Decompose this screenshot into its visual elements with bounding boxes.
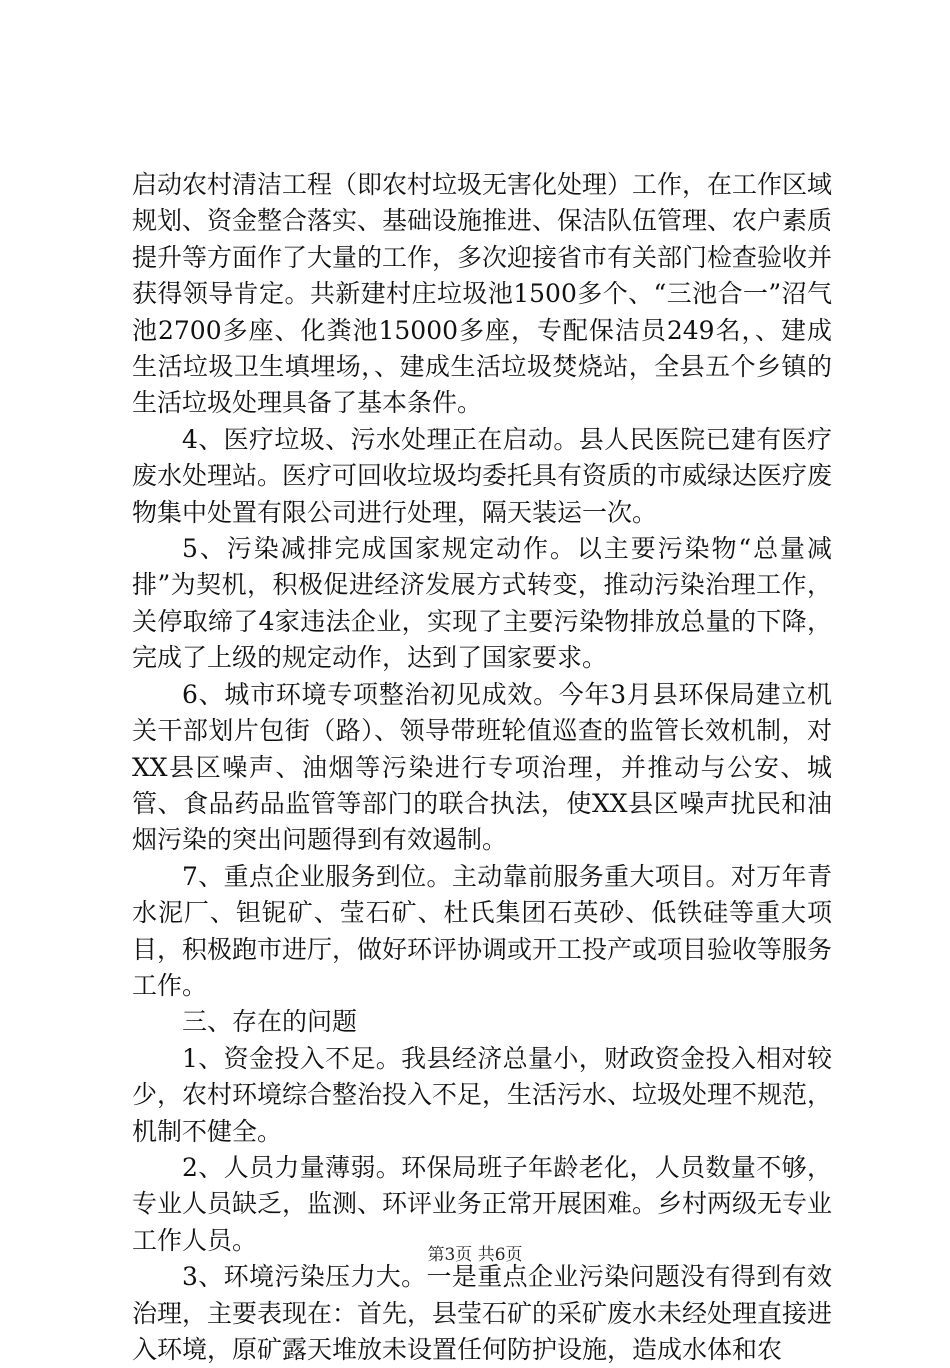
paragraph-problem-3: 3、环境污染压力大。一是重点企业污染问题没有得到有效治理，主要表现在：首先，县莹石矿的采矿废水未经处理直接进入环境，原矿露天堆放未设置任何防护设施，造成水体和农	[132, 1262, 833, 1364]
paragraph-problem-1: 1、资金投入不足。我县经济总量小，财政资金投入相对较少，农村环境综合整治投入不足，生活污水、垃圾处理不规范，机制不健全。	[132, 1043, 833, 1146]
document-body	[132, 167, 832, 1368]
paragraph-item-6: 6、城市环境专项整治初见成效。今年3月县环保局建立机关干部划片包街（路）、领导带班轮值巡查的监管长效机制，对XX县区噪声、油烟等污染进行专项治理，并推动与公安、城管、食品药品监管等部门的联合执法，使XX县区噪声扰民和油烟污染的突出问题得到有效遏制。	[132, 679, 832, 855]
paragraph-item-7: 7、重点企业服务到位。主动靠前服务重大项目。对万年青水泥厂、钽铌矿、莹石矿、杜氏集团石英砂、低铁硅等重大项目，积极跑市进厅，做好环评协调或开工投产或项目验收等服务工作。	[132, 861, 833, 1000]
paragraph-item-5: 5、污染减排完成国家规定动作。以主要污染物“总量减排”为契机，积极促进经济发展方式转变，推动污染治理工作，关停取缔了4家违法企业，实现了主要污染物排放总量的下降，完成了上级的规定动作，达到了国家要求。	[132, 534, 832, 673]
paragraph-problem-2: 2、人员力量薄弱。环保局班子年龄老化，人员数量不够，专业人员缺乏，监测、环评业务正常开展困难。乡村两级无专业工作人员。	[132, 1152, 833, 1255]
paragraph-item-4: 4、医疗垃圾、污水处理正在启动。县人民医院已建有医疗废水处理站。医疗可回收垃圾均委托具有资质的市威绿达医疗废物集中处置有限公司进行处理，隔天装运一次。	[132, 424, 833, 527]
section-heading-problems: 三、存在的问题	[182, 1007, 358, 1037]
paragraph-continuation: 启动农村清洁工程（即农村垃圾无害化处理）工作，在工作区域规划、资金整合落实、基础设施推进、保洁队伍管理、农户素质提升等方面作了大量的工作，多次迎接省市有关部门检查验收并获得领导肯定。共新建村庄垃圾池1500多个、“三池合一”沼气池2700多座、化粪池15000多座，专配保洁员249名，、建成生活垃圾卫生填埋场，、建成生活垃圾焚烧站，全县五个乡镇的生活垃圾处理具备了基本条件。	[132, 170, 833, 418]
page-number-footer: 第3页 共6页	[427, 1245, 523, 1265]
